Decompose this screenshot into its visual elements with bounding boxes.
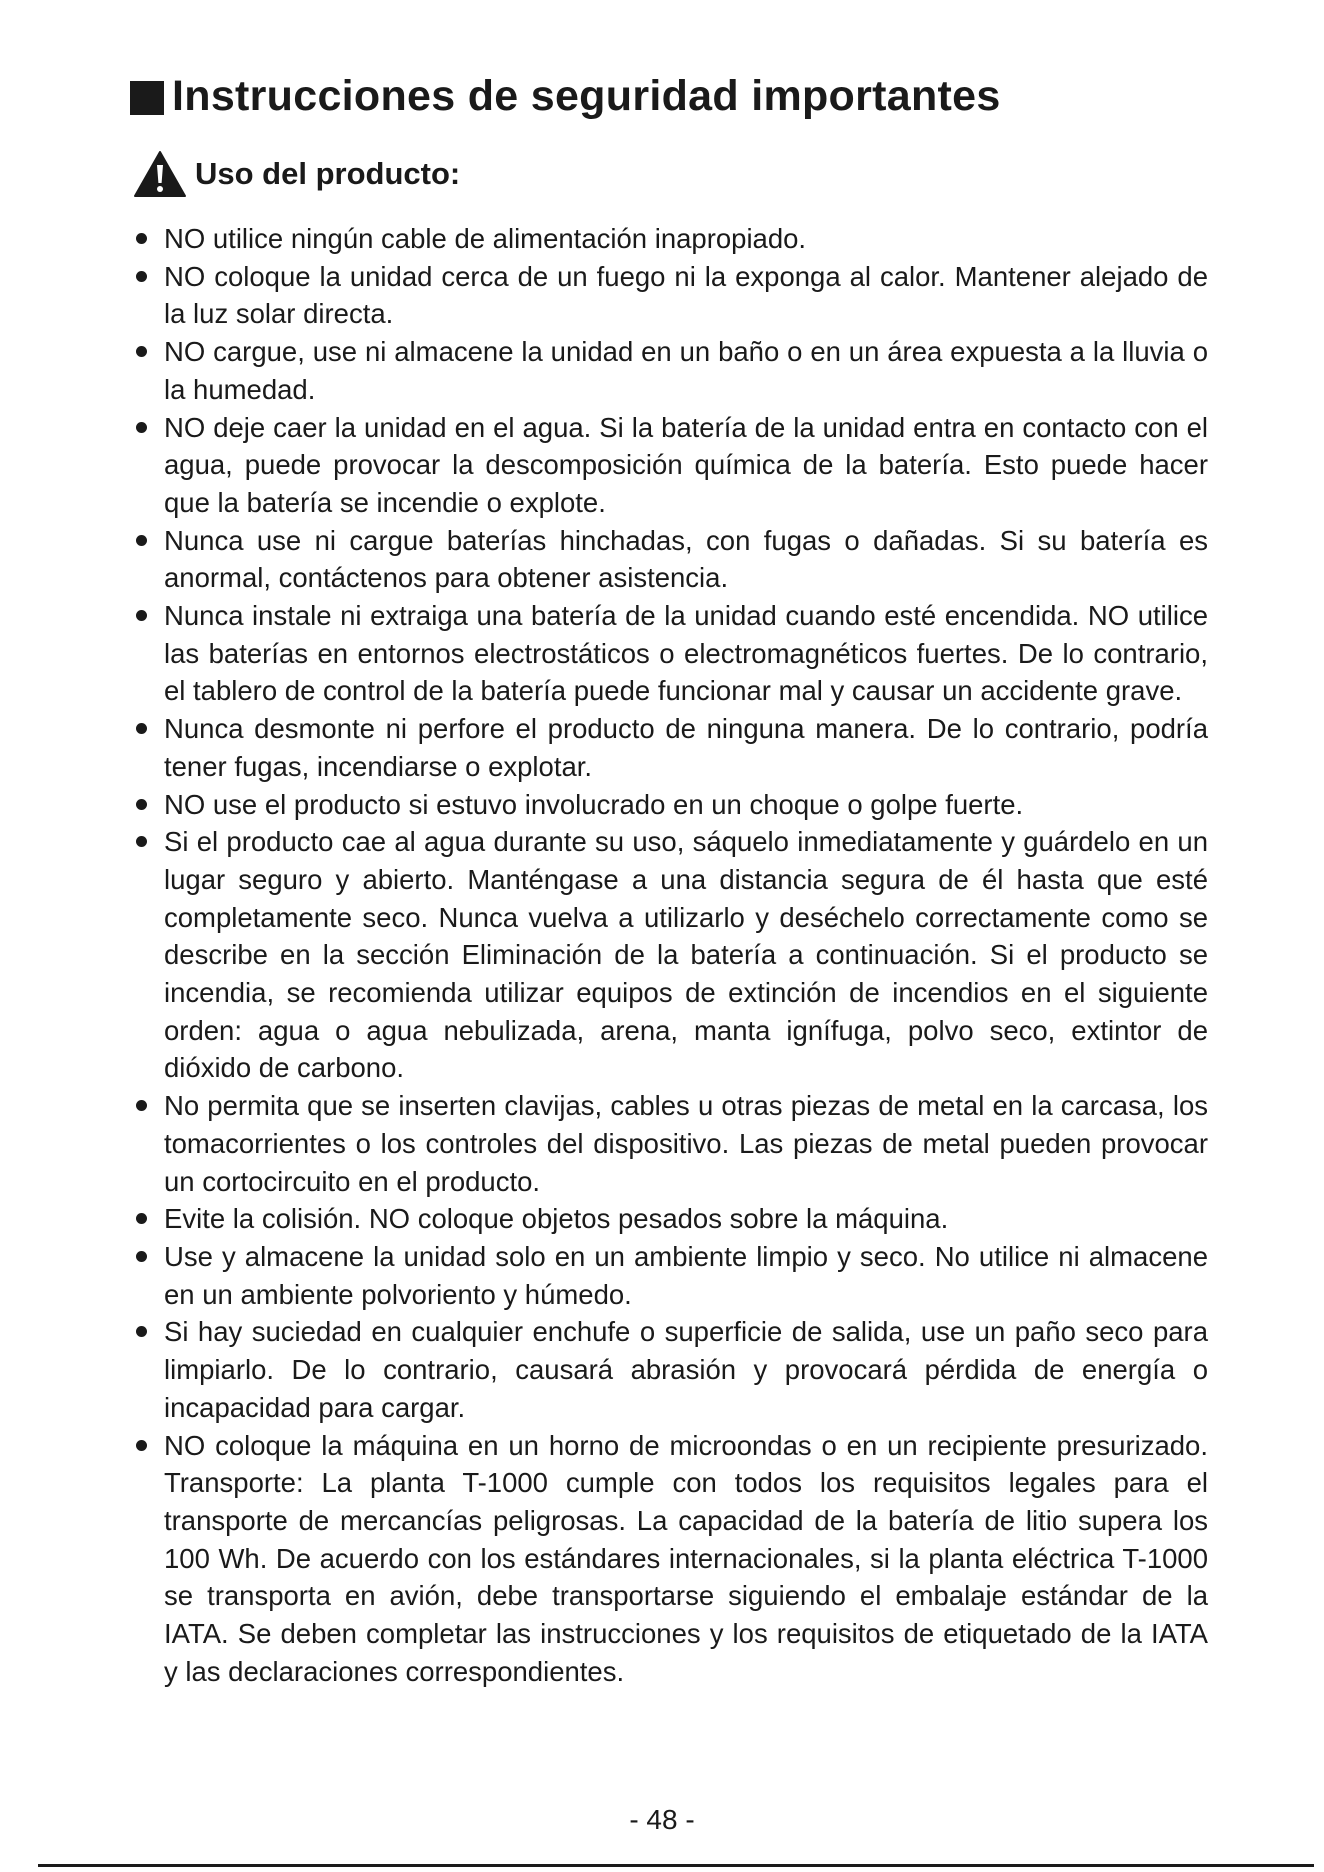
bullet-icon (136, 723, 147, 734)
list-item (0, 1313, 1324, 1426)
list-item (0, 1427, 1324, 1691)
list-item-text: NO coloque la unidad cerca de un fuego ni la exponga al calor. Mantener alejado de la luz solar directa. (164, 260, 1208, 330)
list-item (0, 1087, 1324, 1200)
warning-triangle-icon (133, 150, 187, 198)
bullet-icon (136, 836, 147, 847)
list-item (0, 409, 1324, 522)
bullet-icon (136, 799, 147, 810)
list-item-text: NO use el producto si estuvo involucrado en un choque o golpe fuerte. (164, 788, 1024, 820)
list-item (0, 220, 1324, 258)
bullet-icon (136, 535, 147, 546)
list-item-text: No permita que se inserten clavijas, cables u otras piezas de metal en la carcasa, los tomacorrientes o los controles del dispositivo. Las piezas de metal pueden provocar un cortocircuito en el producto. (164, 1090, 1208, 1197)
list-item (0, 522, 1324, 597)
bullet-icon (136, 271, 147, 282)
list-item (0, 823, 1324, 1087)
list-item-text: NO coloque la máquina en un horno de microondas o en un recipiente presurizado. Transporte: La planta T-1000 cumple con todos los requisitos legales para el transporte de mercancías peligrosas. La capacidad de la batería de litio supera los 100 Wh. De acuerdo con los estándares internacionales, si la planta eléctrica T-1000 se transporta en avión, debe transportarse siguiendo el embalaje estándar de la IATA. Se deben completar las instrucciones y los requisitos de etiquetado de la IATA y las declaraciones correspondientes. (164, 1429, 1208, 1687)
list-item-text: Nunca use ni cargue baterías hinchadas, con fugas o dañadas. Si su batería es anormal, contáctenos para obtener asistencia. (164, 524, 1208, 594)
list-item (0, 597, 1324, 710)
bullet-icon (136, 422, 147, 433)
list-item (0, 258, 1324, 333)
bullet-icon (136, 1326, 147, 1337)
footer-divider (38, 1864, 1314, 1867)
bullet-icon (136, 610, 147, 621)
subsection-title: Uso del producto: (195, 156, 461, 191)
list-item-text: Nunca desmonte ni perfore el producto de ninguna manera. De lo contrario, podría tener fugas, incendiarse o explotar. (164, 713, 1208, 782)
list-item-text: NO utilice ningún cable de alimentación inapropiado. (164, 223, 807, 254)
bullet-icon (136, 1100, 147, 1111)
page-number: - 48 - (629, 1804, 695, 1835)
list-item-text: Si hay suciedad en cualquier enchufe o superficie de salida, use un paño seco para limpiarlo. De lo contrario, causará abrasión y provocará pérdida de energía o incapacidad para cargar. (164, 1316, 1208, 1423)
list-item (0, 786, 1324, 824)
bullet-icon (136, 1213, 147, 1224)
list-item-text: Si el producto cae al agua durante su uso, sáquelo inmediatamente y guárdelo en un lugar seguro y abierto. Manténgase a una distancia segura de él hasta que esté completamente seco. Nunca vuelva a utilizarlo y deséchelo correctamente como se describe en la sección Eliminación de la batería a continuación. Si el producto se incendia, se recomienda utilizar equipos de extinción de incendios en el siguiente orden: agua o agua nebulizada, arena, manta ignífuga, polvo seco, extintor de dióxido de carbono. (164, 826, 1208, 1084)
list-item-text: Use y almacene la unidad solo en un ambiente limpio y seco. No utilice ni almacene en un ambiente polvoriento y húmedo. (164, 1240, 1208, 1310)
page-title: Instrucciones de seguridad importantes (172, 72, 1001, 120)
bullet-icon (136, 346, 147, 357)
subsection-heading (133, 150, 460, 198)
list-item-text: Evite la colisión. NO coloque objetos pesados sobre la máquina. (164, 1203, 949, 1235)
section-heading (130, 72, 1001, 121)
bullet-icon (136, 1251, 147, 1262)
list-item (0, 333, 1324, 408)
list-item-text: Nunca instale ni extraiga una batería de la unidad cuando esté encendida. NO utilice las baterías en entornos electrostáticos o electromagnéticos fuertes. De lo contrario, el tablero de control de la batería puede funcionar mal y causar un accidente grave. (164, 600, 1208, 707)
list-item (0, 710, 1324, 785)
bullet-icon (136, 233, 147, 244)
black-square-icon (130, 81, 164, 115)
bullet-icon (136, 1440, 147, 1451)
list-item-text: NO deje caer la unidad en el agua. Si la batería de la unidad entra en contacto con el agua, puede provocar la descomposición química de la batería. Esto puede hacer que la batería se incendie o explote. (164, 411, 1208, 518)
list-item (0, 1238, 1324, 1313)
list-item-text: NO cargue, use ni almacene la unidad en un baño o en un área expuesta a la lluvia o la humedad. (164, 336, 1208, 405)
list-item (0, 1200, 1324, 1238)
safety-instructions-list (0, 220, 1324, 1690)
